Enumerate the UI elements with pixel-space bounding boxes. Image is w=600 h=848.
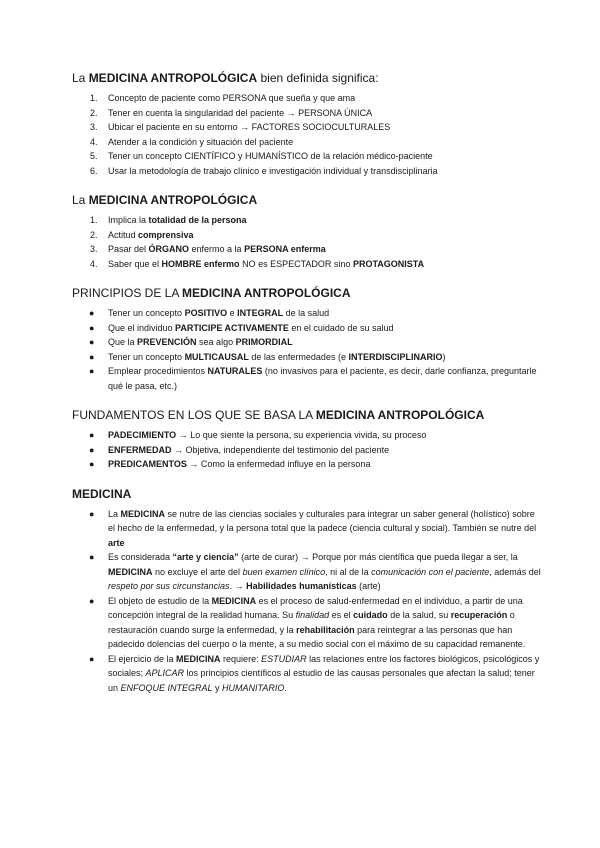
bullet-icon: ● [89, 552, 95, 562]
section-heading: MEDICINA [72, 486, 132, 501]
list-item: ● Que el individuo PARTICIPE ACTIVAMENTE en el cuidado de su salud [72, 321, 542, 336]
numbered-list [72, 213, 542, 271]
list-item: ● Que la PREVENCIÓN sea algo PRIMORDIAL [72, 335, 542, 350]
bullet-list [72, 507, 542, 696]
list-item: ● PADECIMIENTO → Lo que siente la persona, su experiencia vivida, su proceso [72, 428, 542, 443]
section-definition [72, 70, 542, 178]
bullet-icon: ● [89, 337, 95, 347]
bullet-list [72, 306, 542, 393]
bullet-icon: ● [89, 595, 95, 606]
list-item: 3. Ubicar el paciente en su entorno → FACTORES SOCIOCULTURALES [90, 122, 391, 132]
section-medicina [72, 486, 542, 696]
list-item: 2. Tener en cuenta la singularidad del paciente → PERSONA ÚNICA [90, 107, 373, 118]
document-page [72, 70, 542, 709]
list-item: 3. Pasar del ÓRGANO enfermo a la PERSONA enferma [90, 244, 326, 254]
bullet-list [72, 428, 542, 472]
section-heading: La MEDICINA ANTROPOLÓGICA [72, 193, 258, 207]
section-principios [72, 285, 542, 393]
list-item: 2. Actitud comprensiva [90, 229, 194, 240]
section-heading: FUNDAMENTOS EN LOS QUE SE BASA LA MEDICINA ANTROPOLÓGICA [72, 408, 485, 422]
list-item: ● ENFERMEDAD → Objetiva, independiente del testimonio del paciente [72, 443, 542, 458]
bullet-icon: ● [89, 459, 95, 469]
list-item: ● PREDICAMENTOS → Como la enfermedad influye en la persona [72, 457, 542, 472]
bullet-icon: ● [89, 322, 95, 333]
list-item: 6. Usar la metodología de trabajo clínico e investigación individual y transdisciplinaria [90, 165, 438, 176]
bullet-icon: ● [89, 366, 95, 376]
bullet-icon: ● [89, 653, 95, 664]
list-item: 1. Concepto de paciente como PERSONA que sueña y que ama [90, 93, 356, 103]
bullet-icon: ● [89, 444, 95, 455]
list-item: 5. Tener un concepto CIENTÍFICO y HUMANÍSTICO de la relación médico-paciente [90, 151, 433, 161]
list-item: ● El ejercicio de la MEDICINA requiere: ESTUDIAR las relaciones entre los factores biológicos, psicológicos y sociales; APLICAR los principios científicos al estudio de las causas personales que afectan la salud; tener un ENFOQUE INTEGRAL y HUMANITARIO. [89, 653, 540, 693]
list-item: 4. Saber que el HOMBRE enfermo NO es ESPECTADOR sino PROTAGONISTA [90, 258, 425, 269]
section-heading: La MEDICINA ANTROPOLÓGICA bien definida significa: [72, 71, 379, 85]
list-item: 4. Atender a la condición y situación del paciente [90, 136, 294, 147]
section-medicina-antropologica [72, 192, 542, 271]
list-item: 1. Implica la totalidad de la persona [90, 215, 247, 225]
section-heading: PRINCIPIOS DE LA MEDICINA ANTROPOLÓGICA [72, 286, 351, 300]
bullet-icon: ● [89, 308, 95, 318]
section-fundamentos [72, 407, 542, 472]
list-item: ● Emplear procedimientos NATURALES (no invasivos para el paciente, es decir, darle confianza, preguntarle qué le pasa, etc.) [89, 366, 537, 391]
bullet-icon: ● [89, 508, 95, 519]
list-item: ● Tener un concepto POSITIVO e INTEGRAL de la salud [72, 306, 542, 321]
list-item: ● Es considerada “arte y ciencia” (arte de curar) → Porque por más científica que pueda llegar a ser, la MEDICINA no excluye el arte del buen examen clínico, ni al de la comunicación con el paciente, además del respeto por sus circunstancias. → Habilidades humanísticas (arte) [89, 552, 541, 591]
list-item: ● Tener un concepto MULTICAUSAL de las enfermedades (e INTERDISCIPLINARIO) [72, 350, 542, 365]
list-item: ● El objeto de estudio de la MEDICINA es el proceso de salud-enfermedad en el individuo, a partir de una concepción integral de la realidad humana. Su finalidad es el cuidado de la salud, su recuperación o restauración cuando surge la enfermedad, y la rehabilitación para reintegrar a las personas que han padecido dolencias del cuerpo o la mente, a su medio social con el máximo de su capacidad remanente. [89, 595, 526, 649]
bullet-icon: ● [89, 430, 95, 440]
bullet-icon: ● [89, 351, 95, 362]
numbered-list [72, 91, 542, 178]
list-item: ● La MEDICINA se nutre de las ciencias sociales y culturales para integrar un saber general (holístico) sobre el hecho de la enfermedad, y la persona total que la padece (ciencia cultural y social). También se nutre del arte [89, 508, 537, 548]
